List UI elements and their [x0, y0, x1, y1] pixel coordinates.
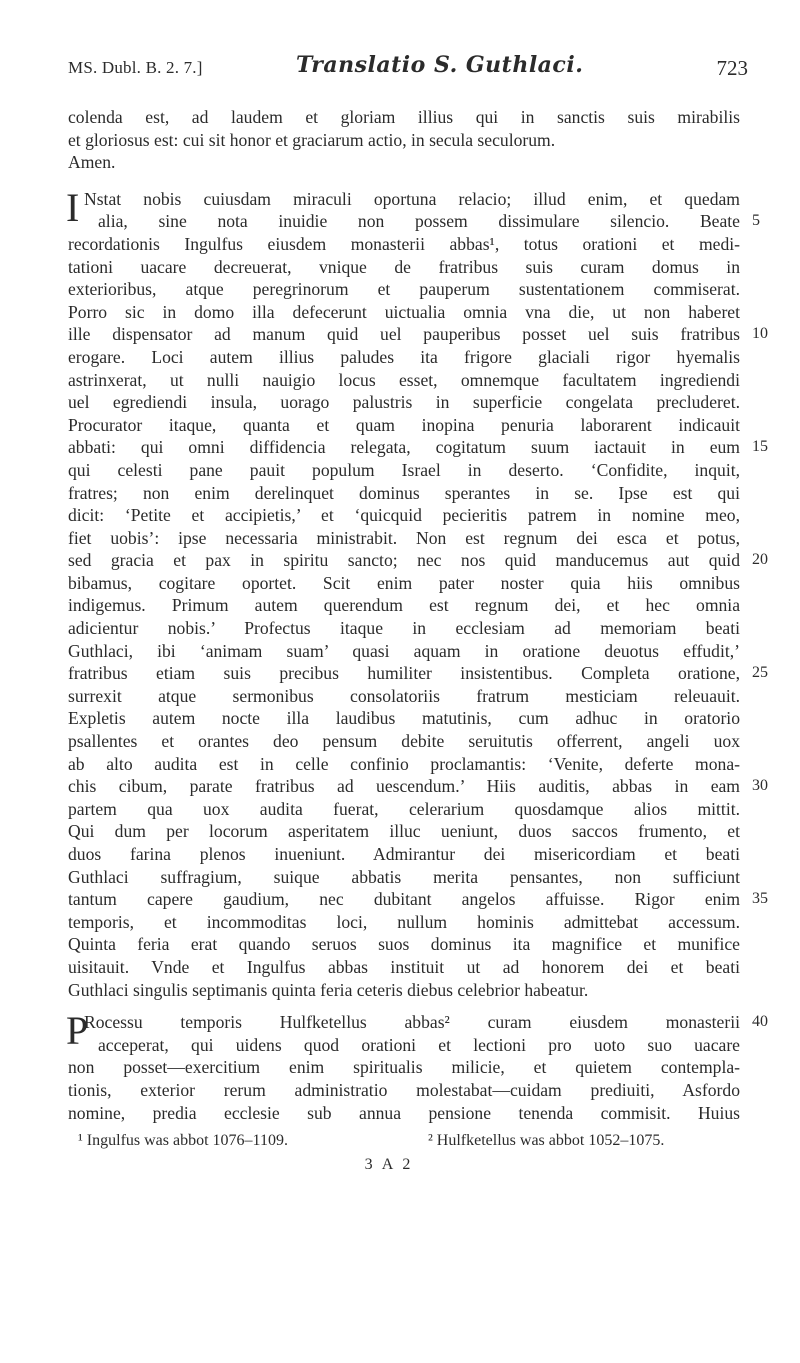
line-text: Quinta feria erat quando seruos suos dominus ita magnifice et munifice	[68, 934, 740, 955]
line-number: 40	[752, 1013, 768, 1031]
text-line	[68, 1034, 740, 1057]
text-line	[68, 662, 768, 685]
drop-cap: P	[66, 1008, 89, 1054]
page-number: 723	[716, 56, 748, 80]
line-text: qui celesti pane pauit populum Israel in deserto. ‘Confidite, inquit,	[68, 459, 740, 480]
line-text: tantum capere gaudium, nec dubitant angelos affuisse. Rigor enim	[68, 889, 740, 910]
text-line	[68, 956, 740, 979]
line-text: tionis, exterior rerum administratio molestabat—cuidam prediuiti, Asfordo	[68, 1079, 740, 1100]
line-text: alia, sine nota inuidie non possem dissimulare silencio. Beate	[98, 211, 740, 232]
footnotes	[68, 1130, 740, 1152]
text-line	[68, 1102, 740, 1125]
line-text: fiet uobis’: ipse necessaria ministrabit. Non est regnum dei esca et potus,	[68, 527, 740, 548]
text-line	[68, 301, 740, 324]
running-header	[68, 52, 748, 104]
manuscript-reference: MS. Dubl. B. 2. 7.]	[68, 58, 203, 77]
drop-cap: I	[66, 184, 80, 230]
line-text: fratribus etiam suis precibus humiliter insistentibus. Completa oratione,	[68, 663, 740, 684]
line-text: nomine, predia ecclesie sub annua pensione tenenda commisit. Huius	[68, 1102, 740, 1123]
line-text: sed gracia et pax in spiritu sancto; nec nos quid manducemus aut quid	[68, 550, 740, 571]
text-line	[68, 278, 740, 301]
text-line	[68, 459, 740, 482]
text-line	[68, 1011, 768, 1034]
line-text: adicientur nobis.’ Profectus itaque in ecclesiam ad memoriam beati	[68, 618, 740, 639]
line-number: 5	[752, 212, 760, 230]
line-text: surrexit atque sermonibus consolatoriis fratrum mesticiam releuauit.	[68, 685, 740, 706]
line-text: psallentes et orantes deo pensum debite seruitutis offerrent, angeli uox	[68, 731, 740, 752]
line-number: 25	[752, 664, 768, 682]
text-line	[68, 436, 768, 459]
line-text: dicit: ‘Petite et accipietis,’ et ‘quicquid pecieritis patrem in nomine meo,	[68, 505, 740, 526]
line-text: duos farina plenos inueniunt. Admirantur dei misericordiam et beati	[68, 844, 740, 864]
line-text: exterioribus, atque peregrinorum et pauperum sustentationem commiserat.	[68, 279, 740, 300]
line-text: uel egrediendi insula, uorago palustris in superficie congelata precluderet.	[68, 392, 740, 413]
line-text: erogare. Loci autem illius paludes ita frigore glaciali rigor hyemalis	[68, 346, 740, 367]
text-line	[68, 482, 740, 505]
text-line	[68, 730, 740, 753]
text-line: colenda est, ad laudem et gloriam illius qui in sanctis suis mirabilis	[68, 107, 740, 127]
text-line	[68, 685, 740, 708]
line-text: Rocessu temporis Hulfketellus abbas² curam eiusdem monasterii	[84, 1012, 740, 1033]
line-text: non posset—exercitium enim spiritualis milicie, et quietem contempla-	[68, 1057, 740, 1078]
line-number: 30	[752, 777, 768, 795]
text-line	[68, 346, 740, 369]
text-line	[68, 888, 768, 911]
line-text: Nstat nobis cuiusdam miraculi oportuna relacio; illud enim, et quedam	[84, 188, 740, 209]
signature-mark: 3 A 2	[364, 1156, 414, 1174]
line-text: ab alto audita est in celle confinio proclamantis: ‘Venite, deferte mona-	[68, 753, 740, 774]
paragraph-2	[66, 1008, 768, 1124]
line-text: fratres; non enim derelinquet dominus sperantes in se. Ipse est qui	[68, 482, 740, 503]
text-line	[68, 843, 740, 866]
running-title: Translatio S. Guthlaci.	[296, 52, 584, 78]
line-text: Guthlaci singulis septimanis quinta feria ceteris diebus celebrior habeatur.	[68, 979, 589, 1000]
text-line	[68, 256, 740, 279]
line-text: Guthlaci suffragium, suique abbatis merita pensantes, non sufficiunt	[68, 866, 740, 887]
line-number: 20	[752, 551, 768, 569]
footnote-2: ² Hulfketellus was abbot 1052–1075.	[428, 1132, 665, 1150]
text-line	[68, 504, 740, 527]
main-text	[66, 106, 768, 1124]
line-text: chis cibum, parate fratribus ad uescendum.’ Hiis auditis, abbas in eam	[68, 776, 740, 797]
text-line	[68, 866, 740, 889]
line-number: 10	[752, 325, 768, 343]
text-line	[68, 549, 768, 572]
text-line	[68, 594, 740, 617]
line-text: partem qua uox audita fuerat, celerarium quosdamque alios mittit.	[68, 798, 740, 819]
line-number: 35	[752, 890, 768, 908]
text-line	[68, 617, 740, 640]
line-number: 15	[752, 438, 768, 456]
line-text: Guthlaci, ibi ‘animam suam’ quasi aquam in oratione deuotus effudit,’	[68, 640, 740, 661]
page	[66, 52, 768, 1174]
text-line	[68, 527, 740, 550]
text-line	[68, 391, 740, 414]
text-line	[68, 911, 740, 934]
text-line	[68, 210, 760, 233]
text-line	[68, 798, 740, 821]
line-text: tationi uacare decreuerat, vnique de fratribus suis curam domus in	[68, 256, 740, 277]
text-line	[68, 414, 740, 437]
text-line	[68, 1056, 740, 1079]
text-line	[68, 775, 768, 798]
text-line	[68, 572, 740, 595]
line-text: indigemus. Primum autem querendum est regnum dei, et hec omnia	[68, 595, 740, 616]
text-line	[68, 820, 740, 843]
line-text: uisitauit. Vnde et Ingulfus abbas instituit ut ad honorem dei et beati	[68, 956, 740, 977]
text-line	[68, 933, 740, 956]
text-line: Amen.	[68, 152, 116, 173]
text-line	[68, 323, 768, 346]
line-text: abbati: qui omni diffidencia relegata, cogitatum suum iactauit in eum	[68, 437, 740, 458]
text-line: et gloriosus est: cui sit honor et graciarum actio, in secula seculorum.	[68, 129, 556, 150]
text-line	[68, 369, 740, 392]
text-line	[68, 979, 740, 1002]
intro-paragraph	[68, 106, 740, 174]
text-line	[68, 188, 740, 211]
line-text: recordationis Ingulfus eiusdem monasterii abbas¹, totus orationi et medi-	[68, 233, 740, 254]
line-text: astrinxerat, ut nulli nauigio locus esset, omnemque facultatem ingrediendi	[68, 369, 740, 390]
line-text: ille dispensator ad manum quid uel pauperibus posset uel suis fratribus	[68, 324, 740, 345]
text-line	[68, 707, 740, 730]
line-text: Procurator itaque, quanta et quam inopina penuria laborarent indicauit	[68, 414, 740, 435]
text-line	[68, 1079, 740, 1102]
text-line	[68, 233, 740, 256]
line-text: Porro sic in domo illa defecerunt uictualia omnia vna die, ut non haberet	[68, 301, 740, 322]
text-line	[68, 640, 740, 663]
line-text: temporis, et incommoditas loci, nullum hominis admittebat accessum.	[68, 911, 740, 932]
line-text: acceperat, qui uidens quod orationi et lectioni pro uoto suo uacare	[98, 1034, 740, 1055]
line-text: Qui dum per locorum asperitatem illuc ueniunt, duos saccos frumento, et	[68, 821, 740, 842]
text-line	[68, 753, 740, 776]
line-text: bibamus, cogitare oportet. Scit enim pater noster quia hiis omnibus	[68, 572, 740, 593]
line-text: Expletis autem nocte illa laudibus matutinis, cum adhuc in oratorio	[68, 708, 740, 729]
footnote-1: ¹ Ingulfus was abbot 1076–1109.	[78, 1132, 288, 1150]
paragraph-1	[66, 184, 768, 1001]
